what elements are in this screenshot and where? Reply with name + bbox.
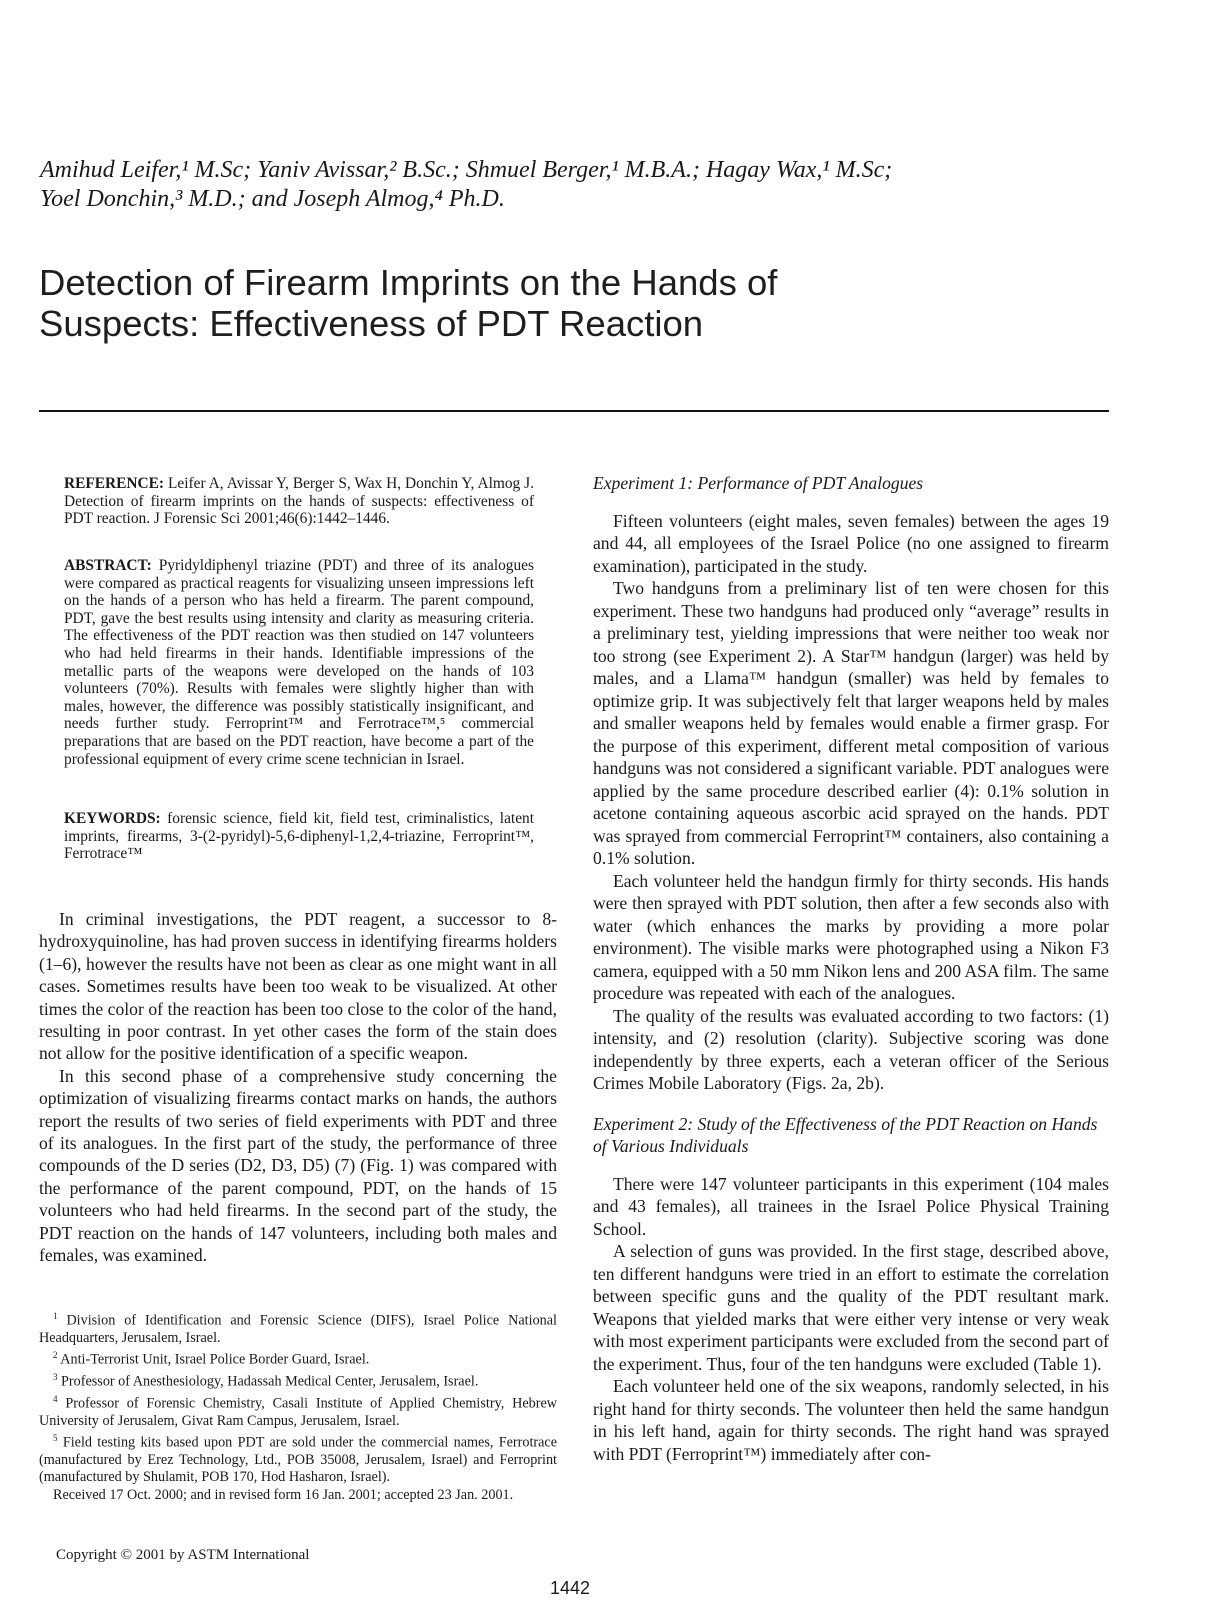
intro-paragraph-2: In this second phase of a comprehensive study concerning the optimization of visualizing firearms contact marks on hands, the authors report the results of two series of field experiments with PDT and three of its analogues. In the first part of the study, the performance of three compounds of the D series (D2, D3, D5) (7) (Fig. 1) was compared with the performance of the parent compound, PDT, on the hands of 15 volunteers who had held firearms. In the second part of the study, the PDT reaction on the hands of 147 volunteers, including both males and females, was examined. — [39, 1065, 557, 1266]
keywords-block — [64, 810, 534, 863]
experiment-2-paragraph-1: There were 147 volunteer participants in this experiment (104 males and 43 females), all trainees in the Israel Police Physical Training School. — [593, 1173, 1109, 1239]
reference-text: Leifer A, Avissar Y, Berger S, Wax H, Donchin Y, Almog J. Detection of firearm imprints on the hands of suspects: effectiveness of PDT reaction. J Forensic Sci 2001;46(6):1442–1446. — [64, 475, 534, 528]
article-title — [39, 262, 1039, 344]
keywords-text: forensic science, field kit, field test, criminalistics, latent imprints, firearms, 3-(2-pyridyl)-5,6-diphenyl-1,2,4-triazine, Ferroprint™, Ferrotrace™ — [64, 810, 534, 863]
reference-label: REFERENCE: — [64, 475, 165, 492]
experiment-1-paragraph-1: Fifteen volunteers (eight males, seven females) between the ages 19 and 44, all employees of the Israel Police (no one assigned to firearm examination), participated in the study. — [593, 510, 1109, 576]
author-line-1: Amihud Leifer,¹ M.Sc; Yaniv Avissar,² B.Sc.; Shmuel Berger,¹ M.B.A.; Hagay Wax,¹ M.Sc; — [40, 157, 893, 183]
introduction — [39, 908, 557, 1267]
experiment-1-paragraph-3: Each volunteer held the handgun firmly for thirty seconds. His hands were then sprayed with PDT solution, then after a few seconds also with water (which enhances the marks by providing a more polar environment). The visible marks were photographed using a Nikon F3 camera, equipped with a 50 mm Nikon lens and 200 ASA film. The same procedure was repeated with each of the analogues. — [593, 870, 1109, 1003]
footnote-4: $^4$ Professor of Forensic Chemistry, Casali Institute of Applied Chemistry, Hebrew University of Jerusalem, Givat Ram Campus, Jerusalem, Israel. — [39, 1394, 558, 1429]
right-column — [593, 472, 1109, 1465]
footnote-3: $^3$ Professor of Anesthesiology, Hadassah Medical Center, Jerusalem, Israel. — [53, 1372, 479, 1390]
abstract-block — [64, 557, 534, 768]
experiment-2-paragraph-2: A selection of guns was provided. In the first stage, described above, ten different handguns were tried in an effort to estimate the correlation between specific guns and the quality of the PDT resultant mark. Weapons that yielded marks that were either very intense or very weak with most experiment participants were excluded from the second part of the experiment. Thus, four of the ten handguns were excluded (Table 1). — [593, 1241, 1109, 1374]
intro-paragraph-1: In criminal investigations, the PDT reagent, a successor to 8-hydroxyquinoline, has had proven success in identifying firearms holders (1–6), however the results have not been as clear as one might want in all cases. Sometimes results have been too weak to be visualized. At other times the color of the reaction has been too close to the color of the hand, resulting in poor contrast. In yet other cases the form of the stain does not allow for the positive identification of a specific weapon. — [39, 909, 557, 1064]
keywords-label: KEYWORDS: — [64, 810, 161, 827]
footnote-1: $^1$ Division of Identification and Forensic Science (DIFS), Israel Police National Headquarters, Jerusalem, Israel. — [39, 1311, 557, 1346]
page-number: 1442 — [550, 1578, 591, 1598]
footnotes — [39, 1308, 557, 1504]
title-divider — [39, 410, 1109, 412]
title-line-2: Suspects: Effectiveness of PDT Reaction — [39, 303, 704, 344]
footnote-5: $^5$ Field testing kits based upon PDT are sold under the commercial names, Ferrotrace (manufactured by Erez Technology, Ltd., POB 35008, Jerusalem, Israel) and Ferroprint (manufactured by Shulamit, POB 170, Hod Hasharon, Israel). — [39, 1433, 557, 1486]
experiment-1-heading: Experiment 1: Performance of PDT Analogues — [593, 473, 924, 493]
received-dates: Received 17 Oct. 2000; and in revised form 16 Jan. 2001; accepted 23 Jan. 2001. — [53, 1486, 514, 1503]
abstract-label: ABSTRACT: — [64, 557, 152, 574]
experiment-2-paragraph-3: Each volunteer held one of the six weapons, randomly selected, in his right hand for thirty seconds. The volunteer then held the same handgun in his left hand, again for thirty seconds. The right hand was sprayed with PDT (Ferroprint™) immediately after con- — [593, 1376, 1109, 1464]
reference-block — [64, 475, 534, 528]
footnote-2: $^2$ Anti-Terrorist Unit, Israel Police Border Guard, Israel. — [53, 1350, 370, 1368]
experiment-1-paragraph-4: The quality of the results was evaluated according to two factors: (1) intensity, and (2) resolution (clarity). Subjective scoring was done independently by three experts, each a veteran officer of the Serious Crimes Mobile Laboratory (Figs. 2a, 2b). — [593, 1005, 1109, 1093]
experiment-1-paragraph-2: Two handguns from a preliminary list of ten were chosen for this experiment. These two handguns had produced only “average” results in a preliminary test, yielding impressions that were neither too weak nor too strong (see Experiment 2). A Star™ handgun (larger) was held by males, and a Llama™ handgun (smaller) was held by females to optimize grip. It was subjectively felt that larger weapons held by males and smaller weapons held by females would enable a firmer grasp. For the purpose of this experiment, different metal composition of various handguns was not considered a significant variable. PDT analogues were applied by the same procedure described earlier (4): 0.1% solution in acetone containing aqueous ascorbic acid sprayed on the hands. PDT was sprayed from commercial Ferroprint™ containers, also containing a 0.1% solution. — [593, 578, 1109, 868]
title-line-1: Detection of Firearm Imprints on the Hands of — [39, 262, 778, 303]
abstract-text: Pyridyldiphenyl triazine (PDT) and three of its analogues were compared as practical reagents for visualizing unseen impressions left on the hands of a person who has held a firearm. The parent compound, PDT, gave the best results using intensity and clarity as measuring criteria. The effectiveness of the PDT reaction was then studied on 147 volunteers who had held firearms in their hands. Identifiable impressions of the metallic parts of the weapons were developed on the hands of 103 volunteers (70%). Results with females were slightly higher than with males, however, the difference was possibly statistically insignificant, and needs further study. Ferroprint™ and Ferrotrace™,⁵ commercial preparations that are based on the PDT reaction, have become a part of the professional equipment of every crime scene technician in Israel. — [64, 557, 534, 768]
author-list — [40, 156, 1120, 214]
experiment-2-heading: Experiment 2: Study of the Effectiveness of the PDT Reaction on Hands of Various Individuals — [593, 1113, 1098, 1156]
author-line-2: Yoel Donchin,³ M.D.; and Joseph Almog,⁴ Ph.D. — [40, 186, 505, 212]
copyright-notice: Copyright © 2001 by ASTM International — [56, 1547, 310, 1563]
